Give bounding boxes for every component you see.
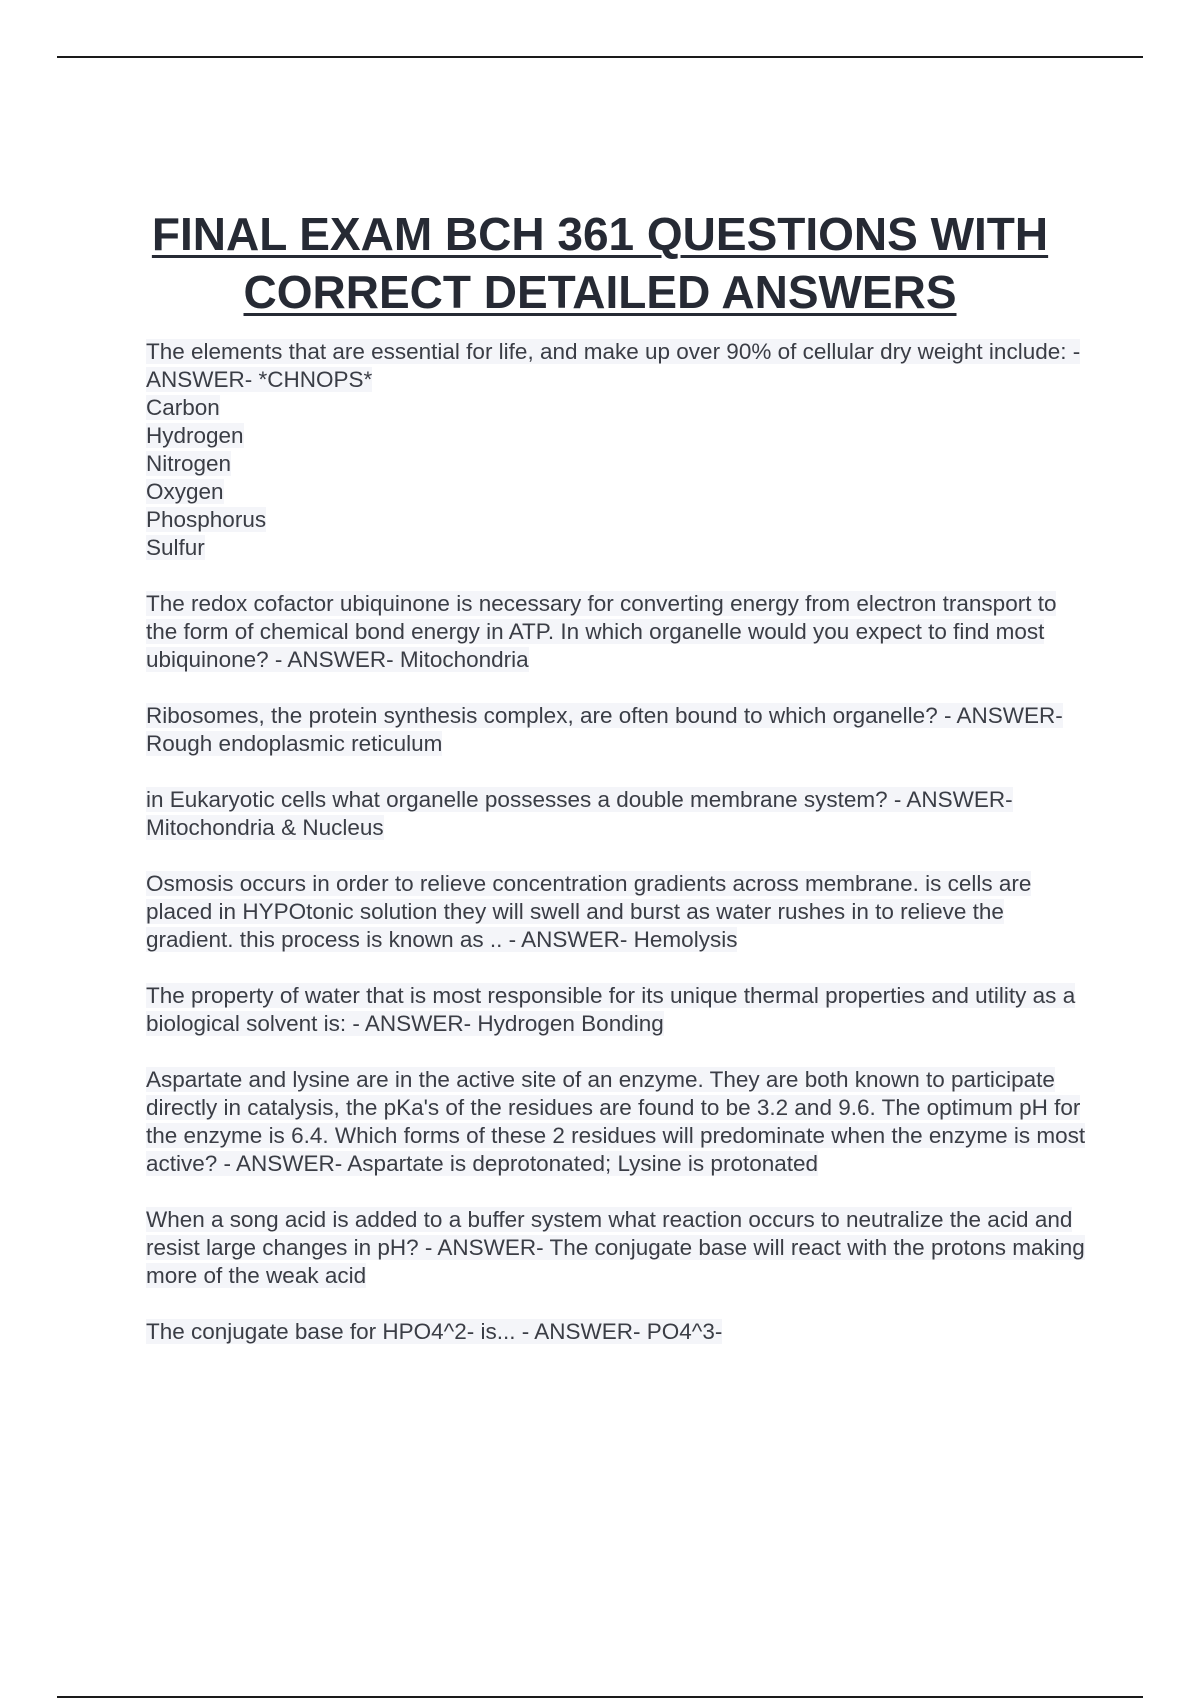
element-list-item: Carbon — [146, 395, 220, 420]
qa-item — [146, 982, 1086, 1038]
qa-item — [146, 590, 1086, 674]
qa-item — [146, 786, 1086, 842]
qa-text: The property of water that is most responsible for its unique thermal properties and utility as a biological solvent is: - ANSWER- Hydrogen Bonding — [146, 983, 1076, 1036]
qa-text: The redox cofactor ubiquinone is necessary for converting energy from electron transport to the form of chemical bond energy in ATP. In which organelle would you expect to find most ubiquinone? - ANSWER- Mitochondria — [146, 591, 1057, 672]
qa-text: Ribosomes, the protein synthesis complex, are often bound to which organelle? - ANSWER- Rough endoplasmic reticulum — [146, 703, 1063, 756]
qa-text: The elements that are essential for life, and make up over 90% of cellular dry weight include: - ANSWER- *CHNOPS* — [146, 339, 1081, 392]
document-title: FINAL EXAM BCH 361 QUESTIONS WITH CORRECT DETAILED ANSWERS — [151, 207, 1049, 318]
top-rule — [57, 56, 1143, 58]
qa-text: The conjugate base for HPO4^2- is... - ANSWER- PO4^3- — [146, 1319, 723, 1344]
element-list-item: Phosphorus — [146, 507, 267, 532]
qa-item — [146, 1206, 1086, 1290]
qa-text: Aspartate and lysine are in the active site of an enzyme. They are both known to participate directly in catalysis, the pKa's of the residues are found to be 3.2 and 9.6. The optimum pH for the enzyme is 6.4. Which forms of these 2 residues will predominate when the enzyme is most active? - ANSWER- Aspartate is deprotonated; Lysine is protonated — [146, 1067, 1086, 1176]
qa-item — [146, 702, 1086, 758]
element-list-item: Hydrogen — [146, 423, 244, 448]
qa-text: in Eukaryotic cells what organelle possesses a double membrane system? - ANSWER- Mitochondria & Nucleus — [146, 787, 1013, 840]
qa-list — [146, 338, 1086, 1374]
qa-item — [146, 1066, 1086, 1178]
element-list-item: Oxygen — [146, 479, 224, 504]
qa-item — [146, 870, 1086, 954]
qa-item — [146, 1318, 1086, 1346]
bottom-rule — [57, 1696, 1143, 1698]
qa-text: Osmosis occurs in order to relieve concentration gradients across membrane. is cells are placed in HYPOtonic solution they will swell and burst as water rushes in to relieve the gradient. this process is known as .. - ANSWER- Hemolysis — [146, 871, 1032, 952]
element-list-item: Sulfur — [146, 535, 205, 560]
qa-item — [146, 338, 1086, 562]
qa-text: When a song acid is added to a buffer system what reaction occurs to neutralize the acid and resist large changes in pH? - ANSWER- The conjugate base will react with the protons making more of the weak acid — [146, 1207, 1085, 1288]
element-list-item: Nitrogen — [146, 451, 232, 476]
